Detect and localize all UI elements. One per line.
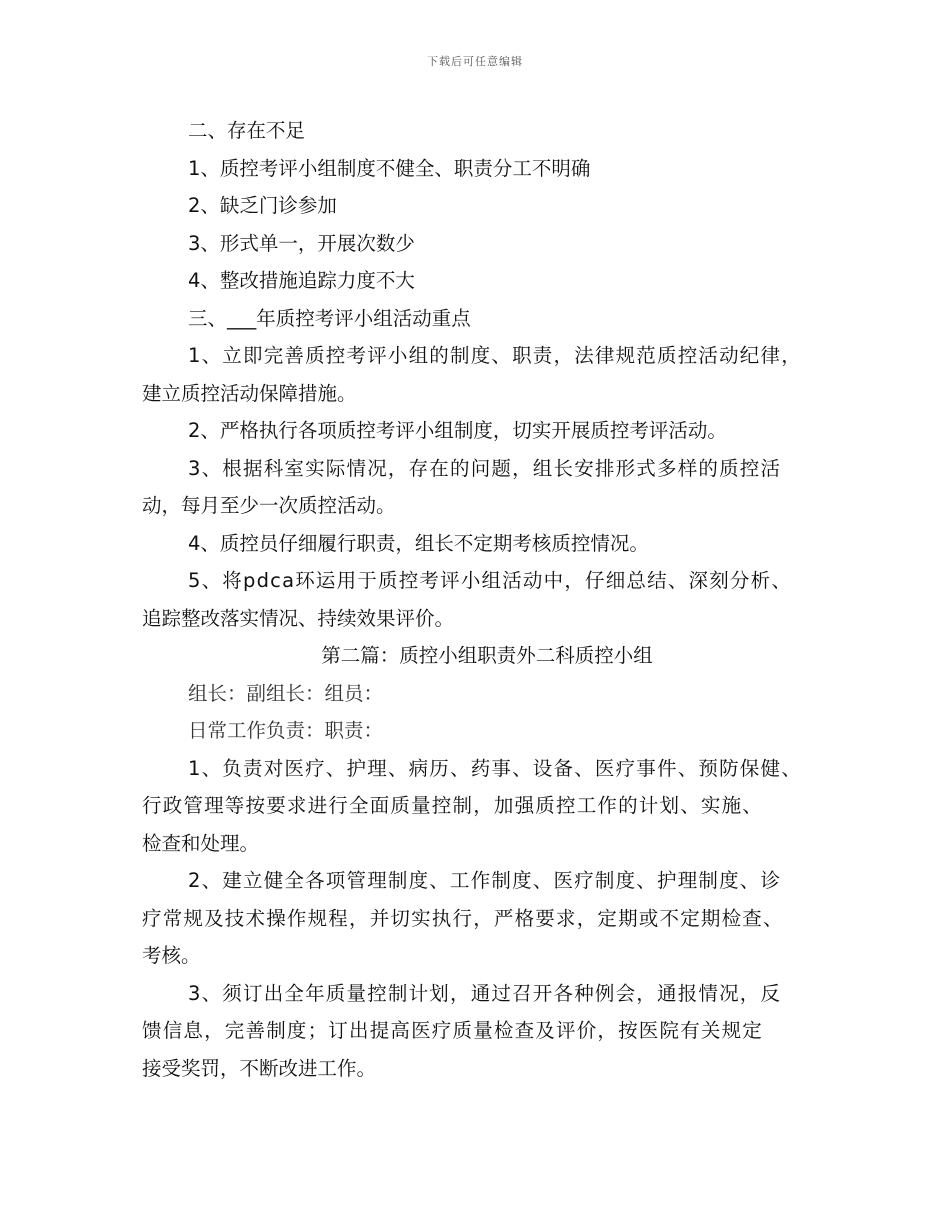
- paragraph: [142, 262, 832, 300]
- paragraph: [142, 112, 832, 150]
- paragraph: [142, 450, 832, 525]
- document-body: [142, 112, 832, 1087]
- text-line: 3、形式单一，开展次数少: [188, 231, 415, 255]
- text-line: 检查和处理。: [142, 831, 260, 855]
- text-line: 5、将pdca环运用于质控考评小组活动中，仔细总结、深刻分析、: [188, 569, 793, 592]
- paragraph: [142, 300, 832, 338]
- text-line: 3、根据科室实际情况，存在的问题，组长安排形式多样的质控活: [188, 456, 782, 480]
- paragraph: [142, 525, 832, 563]
- text-line: 1、质控考评小组制度不健全、职责分工不明确: [188, 156, 591, 180]
- paragraph: [142, 412, 832, 450]
- text-line: 动，每月至少一次质控活动。: [142, 494, 396, 517]
- paragraph: [142, 337, 832, 412]
- paragraph: [142, 562, 832, 637]
- text-line: 3、须订出全年质量控制计划，通过召开各种例会，通报情况，反: [188, 981, 782, 1005]
- text-line: 三、___年质控考评小组活动重点: [188, 306, 471, 330]
- text-line: 建立质控活动保障措施。: [142, 381, 357, 405]
- text-line: 组长：副组长：组员：: [188, 681, 384, 705]
- text-line: 1、负责对医疗、护理、病历、药事、设备、医疗事件、预防保健、: [188, 756, 802, 780]
- paragraph: [142, 750, 832, 863]
- text-line: 疗常规及技术操作规程，并切实执行，严格要求，定期或不定期检查、: [142, 906, 784, 930]
- text-line: 4、整改措施追踪力度不大: [188, 269, 415, 292]
- text-line: 馈信息，完善制度；订出提高医疗质量检查及评价，按医院有关规定: [142, 1019, 764, 1042]
- text-line: 1、立即完善质控考评小组的制度、职责，法律规范质控活动纪律，: [188, 344, 802, 367]
- text-line: 接受奖罚，不断改进工作。: [142, 1056, 377, 1080]
- paragraph: [142, 975, 832, 1088]
- text-line: 2、缺乏门诊参加: [188, 194, 337, 217]
- text-line: 2、严格执行各项质控考评小组制度，切实开展质控考评活动。: [188, 419, 727, 442]
- text-line: 第二篇：质控小组职责外二科质控小组: [321, 644, 653, 667]
- paragraph: [142, 225, 832, 263]
- text-line: 行政管理等按要求进行全面质量控制，加强质控工作的计划、实施、: [142, 794, 764, 817]
- paragraph: [142, 712, 832, 750]
- text-line: 考核。: [142, 944, 201, 967]
- text-line: 2、建立健全各项管理制度、工作制度、医疗制度、护理制度、诊: [188, 869, 782, 892]
- paragraph: [142, 187, 832, 225]
- page-header-note: 下载后可任意编辑: [427, 55, 523, 68]
- section-heading: [142, 637, 832, 675]
- text-line: 追踪整改落实情况、持续效果评价。: [142, 606, 455, 630]
- paragraph: [142, 150, 832, 188]
- paragraph: [142, 862, 832, 975]
- text-line: 4、质控员仔细履行职责，组长不定期考核质控情况。: [188, 531, 649, 555]
- paragraph: [142, 675, 832, 713]
- text-line: 二、存在不足: [188, 119, 306, 142]
- text-line: 日常工作负责：职责：: [188, 719, 384, 742]
